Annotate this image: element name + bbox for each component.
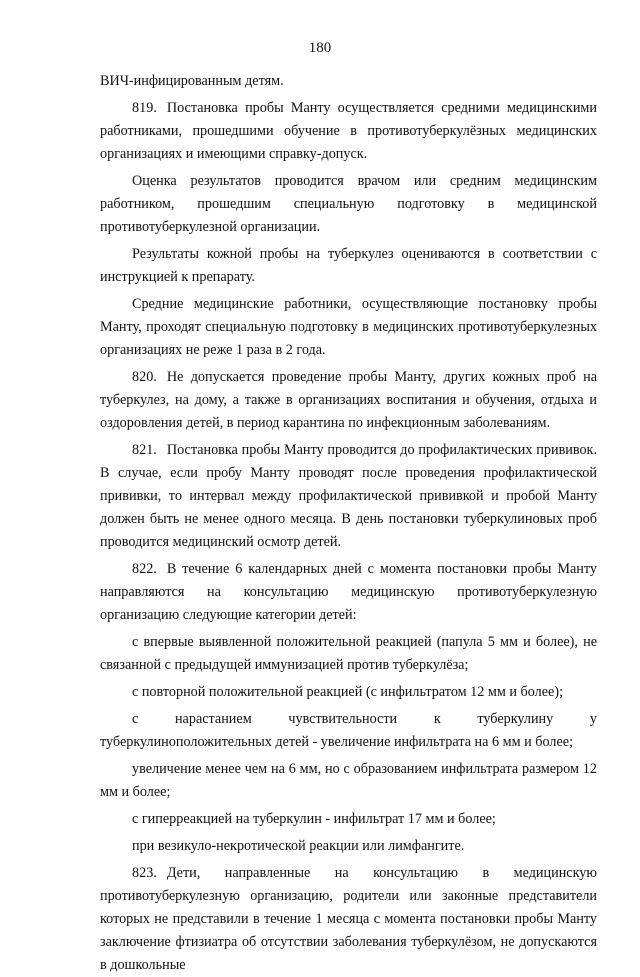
paragraph-text: с нарастанием чувствительности к туберкулину у туберкулиноположительных детей - увеличение инфильтрата на 6 мм и более; xyxy=(100,711,597,750)
paragraph xyxy=(100,70,597,93)
paragraph-number: 822. xyxy=(132,561,157,577)
numbered-paragraph xyxy=(100,97,597,166)
paragraph xyxy=(100,808,597,831)
paragraph-number: 821. xyxy=(132,442,157,458)
paragraph-text: при везикуло-некротической реакции или лимфангите. xyxy=(132,838,465,854)
paragraph xyxy=(100,758,597,804)
paragraph-number: 819. xyxy=(132,100,157,116)
paragraph-text: с гиперреакцией на туберкулин - инфильтрат 17 мм и более; xyxy=(132,811,496,827)
paragraph-text: с впервые выявленной положительной реакцией (папула 5 мм и более), не связанной с предыдущей иммунизацией против туберкулёза; xyxy=(100,634,597,673)
numbered-paragraph xyxy=(100,862,597,977)
document-body xyxy=(100,66,597,977)
numbered-paragraph xyxy=(100,366,597,435)
paragraph xyxy=(100,631,597,677)
paragraph-text: В течение 6 календарных дней с момента постановки пробы Манту направляются на консультацию медицинскую противотуберкулезную организацию следующие категории детей: xyxy=(100,561,597,623)
paragraph-text: Не допускается проведение пробы Манту, других кожных проб на туберкулез, на дому, а также в организациях воспитания и обучения, отдыха и оздоровления детей, в период карантина по инфекционным заболеваниям. xyxy=(100,369,597,431)
paragraph xyxy=(100,243,597,289)
paragraph-text: с повторной положительной реакцией (с инфильтратом 12 мм и более); xyxy=(132,684,564,700)
paragraph-text: ВИЧ-инфицированным детям. xyxy=(100,73,284,89)
paragraph-text: Результаты кожной пробы на туберкулез оцениваются в соответствии с инструкцией к препарату. xyxy=(100,246,597,285)
paragraph-text: Оценка результатов проводится врачом или средним медицинским работником, прошедшим специальную подготовку в медицинской противотуберкулезной организации. xyxy=(100,173,597,235)
paragraph-number: 823. xyxy=(132,865,157,881)
paragraph xyxy=(100,835,597,858)
paragraph-text: Средние медицинские работники, осуществляющие постановку пробы Манту, проходят специальную подготовку в медицинских противотуберкулезных организациях не реже 1 раза в 2 года. xyxy=(100,296,597,358)
paragraph-text: Постановка пробы Манту проводится до профилактических прививок. В случае, если пробу Манту проводят после проведения профилактической прививки, то интервал между профилактической прививкой и пробой Манту должен быть не менее одного месяца. В день постановки туберкулиновых проб проводится медицинский осмотр детей. xyxy=(100,442,597,550)
numbered-paragraph xyxy=(100,439,597,554)
paragraph-number: 820. xyxy=(132,369,157,385)
paragraph xyxy=(100,293,597,362)
numbered-paragraph xyxy=(100,558,597,627)
paragraph xyxy=(100,170,597,239)
paragraph-text: Дети, направленные на консультацию в медицинскую противотуберкулезную организацию, родители или законные представители которых не представили в течение 1 месяца с момента постановки пробы Манту заключение фтизиатра об отсутствии заболевания туберкулёзом, не допускаются в дошкольные xyxy=(100,865,597,973)
page-number: 180 xyxy=(308,40,332,56)
paragraph-text: Постановка пробы Манту осуществляется средними медицинскими работниками, прошедшими обучение в противотуберкулёзных медицинских организациях и имеющими справку-допуск. xyxy=(100,100,597,162)
paragraph xyxy=(100,708,597,754)
paragraph-text: увеличение менее чем на 6 мм, но с образованием инфильтрата размером 12 мм и более; xyxy=(100,761,597,800)
paragraph xyxy=(100,681,597,704)
